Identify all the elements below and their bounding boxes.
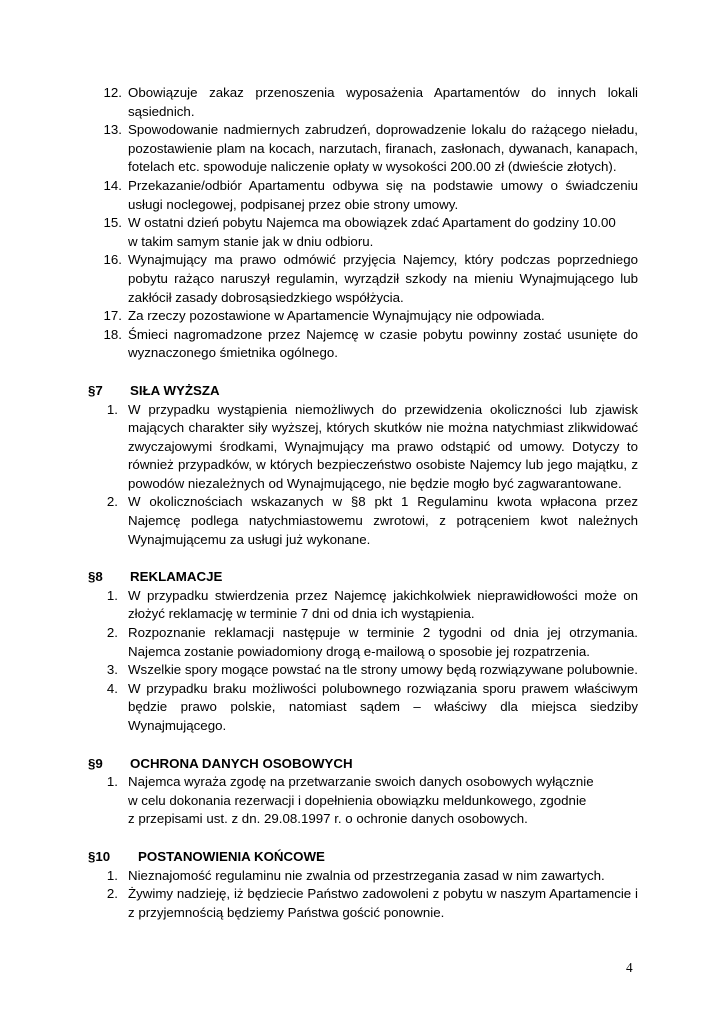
document-content	[88, 84, 638, 922]
list-marker: 4.	[106, 680, 118, 696]
list-item-text: Wszelkie spory mogące powstać na tle strony umowy będą rozwiązywane polubownie.	[128, 662, 638, 678]
list-item-text: W przypadku wystąpienia niemożliwych do przewidzenia okoliczności lub zjawisk mających charakter siły wyższej, których skutków nie można natychmiast zlikwidować zwyczajowymi środkami, Wynajmujący ma prawo odstąpić od umowy. Dotyczy to również przypadków, w których bezpieczeństwo osobiste Najemcy lub jego majątku, z powodów niezależnych od Wynajmującego, nie będzie mogło być zagwarantowane.	[128, 401, 638, 491]
list-marker: 1.	[106, 401, 118, 417]
section-7-list	[88, 401, 638, 550]
list-item	[88, 773, 638, 829]
spacer	[88, 736, 638, 755]
section-heading-10	[88, 848, 638, 867]
spacer	[88, 829, 638, 848]
list-item-text: Nieznajomość regulaminu nie zwalnia od przestrzegania zasad w nim zawartych.	[128, 867, 605, 883]
list-item	[88, 680, 638, 736]
list-item	[88, 493, 638, 549]
section-symbol: §10	[88, 848, 111, 864]
section-title: SIŁA WYŻSZA	[130, 382, 220, 398]
list-item-text: W okolicznościach wskazanych w §8 pkt 1 Regulaminu kwota wpłacona przez Najemcę podlega natychmiastowemu zwrotowi, z potrąceniem kwot należnych Wynajmującemu za usługi już wykonane.	[128, 494, 638, 547]
list-item	[88, 885, 638, 922]
list-item	[88, 251, 638, 307]
section-8-list	[88, 587, 638, 736]
section-heading-8	[88, 568, 638, 587]
list-item-text-line3: z przepisami ust. z dn. 29.08.1997 r. o ochronie danych osobowych.	[128, 811, 528, 827]
spacer	[88, 549, 638, 568]
list-marker: 1.	[106, 774, 118, 790]
list-marker: 1.	[106, 867, 118, 883]
list-marker: 1.	[106, 587, 118, 603]
list-marker: 2.	[106, 494, 118, 510]
list-marker: 2.	[106, 886, 118, 902]
list-item-text: W przypadku stwierdzenia przez Najemcę jakichkolwiek nieprawidłowości może on złożyć reklamację w terminie 7 dni od dnia ich wystąpienia.	[128, 587, 638, 622]
list-item	[88, 401, 638, 494]
list-item-text: Rozpoznanie reklamacji następuje w terminie 2 tygodni od dnia jej otrzymania. Najemca zostanie powiadomiony drogą e-mailową o sposobie jej rozpatrzenia.	[128, 625, 638, 659]
list-item	[88, 307, 638, 326]
section-title: OCHRONA DANYCH OSOBOWYCH	[130, 755, 353, 771]
list-marker: 12.	[103, 85, 122, 100]
list-marker: 18.	[103, 326, 122, 342]
continued-rules-list	[88, 84, 638, 363]
list-item	[88, 177, 638, 214]
list-marker: 2.	[106, 625, 118, 641]
section-title: POSTANOWIENIA KOŃCOWE	[138, 848, 325, 864]
list-marker: 14.	[103, 177, 122, 193]
list-item	[88, 624, 638, 661]
spacer	[88, 363, 638, 382]
section-symbol: §7	[88, 382, 103, 398]
list-item-text-line1: Najemca wyraża zgodę na przetwarzanie swoich danych osobowych wyłącznie	[128, 774, 594, 790]
list-marker: 15.	[103, 215, 122, 231]
list-item-text-line1: W ostatni dzień pobytu Najemca ma obowiązek zdać Apartament do godziny 10.00	[128, 215, 616, 231]
list-item-text: Wynajmujący ma prawo odmówić przyjęcia Najemcy, który podczas poprzedniego pobytu rażąco naruszył regulamin, wyrządził szkody na mieniu Wynajmującego lub zakłócił zasady dobrosąsiedzkiego współżycia.	[128, 252, 638, 305]
page-number: 4	[626, 960, 633, 975]
list-item-text: Obowiązuje zakaz przenoszenia wyposażenia Apartamentów do innych lokali sąsiednich.	[128, 85, 638, 119]
list-item-text-line2: w celu dokonania rezerwacji i dopełnienia obowiązku meldunkowego, zgodnie	[128, 792, 587, 808]
section-symbol: §8	[88, 569, 103, 585]
list-item	[88, 661, 638, 680]
list-item	[88, 84, 638, 121]
section-heading-9	[88, 755, 638, 774]
section-9-list	[88, 773, 638, 829]
list-item-text: Przekazanie/odbiór Apartamentu odbywa się na podstawie umowy o świadczeniu usługi noclegowej, podpisanej przez obie strony umowy.	[128, 177, 638, 212]
list-item-text-line2: w takim samym stanie jak w dniu odbioru.	[128, 233, 374, 249]
list-item	[88, 326, 638, 363]
section-heading-7	[88, 382, 638, 401]
section-symbol: §9	[88, 755, 103, 771]
list-item	[88, 121, 638, 177]
list-item	[88, 214, 638, 251]
list-item-text: Żywimy nadzieję, iż będziecie Państwo zadowoleni z pobytu w naszym Apartamencie i z przyjemnością będziemy Państwa gościć ponownie.	[128, 886, 638, 920]
list-item-text: Spowodowanie nadmiernych zabrudzeń, doprowadzenie lokalu do rażącego nieładu, pozostawienie plam na kocach, narzutach, firanach, zasłonach, dywanach, kanapach, fotelach etc. spowoduje naliczenie opłaty w wysokości 200.00 zł (dwieście złotych).	[128, 122, 638, 175]
list-item	[88, 867, 638, 886]
list-marker: 16.	[103, 252, 122, 268]
list-item-text: W przypadku braku możliwości polubownego rozwiązania sporu prawem właściwym będzie prawo polskie, natomiast sądem – właściwy dla miejsca siedziby Wynajmującego.	[128, 680, 638, 733]
list-marker: 17.	[103, 308, 122, 324]
list-item-text: Śmieci nagromadzone przez Najemcę w czasie pobytu powinny zostać usunięte do wyznaczonego śmietnika ogólnego.	[128, 326, 638, 361]
list-item	[88, 587, 638, 624]
list-marker: 13.	[103, 122, 122, 138]
section-title: REKLAMACJE	[130, 569, 223, 585]
section-10-list	[88, 867, 638, 923]
list-item-text: Za rzeczy pozostawione w Apartamencie Wynajmujący nie odpowiada.	[128, 308, 545, 324]
list-marker: 3.	[106, 662, 118, 678]
